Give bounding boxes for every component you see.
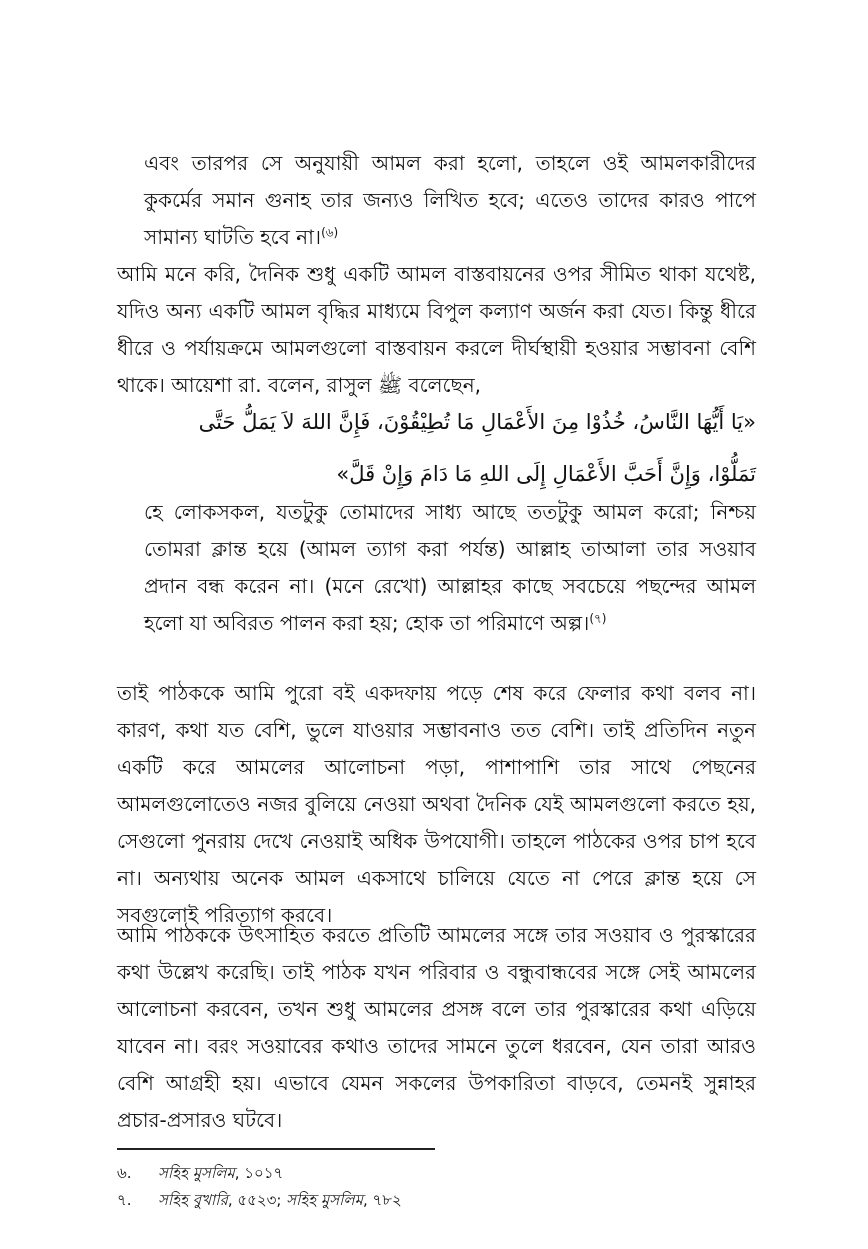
quote-1-text: এবং তারপর সে অনুযায়ী আমল করা হলো, তাহলে ওই আমলকারীদের কুকর্মের সমান গুনাহ তার জন্যও লিখিত হবে; এতেও তাদের কারও পাপে সামান্য ঘাটতি হবে না। <box>144 151 756 249</box>
body-paragraph-1: আমি মনে করি, দৈনিক শুধু একটি আমল বাস্তবায়নের ওপর সীমিত থাকা যথেষ্ট, যদিও অন্য একটি আমল বৃদ্ধির মাধ্যমে বিপুল কল্যাণ অর্জন করা যেত। কিন্তু ধীরে ধীরে ও পর্যায়ক্রমে আমলগুলো বাস্তবায়ন করলে দীর্ঘস্থায়ী হওয়ার সম্ভাবনা বেশি থাকে। আয়েশা রা. বলেন, রাসুল ﷺ বলেছেন, <box>117 262 756 397</box>
footnote-reference: , ৫৫২৩; <box>227 1191 287 1209</box>
footnote-divider <box>117 1148 435 1150</box>
quote-2-text: হে লোকসকল, যতটুকু তোমাদের সাধ্য আছে ততটুকু আমল করো; নিশ্চয় তোমরা ক্লান্ত হয়ে (আমল ত্যাগ করা পর্যন্ত) আল্লাহ তাআলা তার সওয়াব প্রদান বন্ধ করেন না। (মনে রেখো) আল্লাহর কাছে সবচেয়ে পছন্দের আমল হলো যা অবিরত পালন করা হয়; হোক তা পরিমাণে অল্প। <box>144 500 756 635</box>
footnote-reference: , ১০১৭ <box>234 1164 284 1182</box>
footnote-number: ৬. <box>117 1164 132 1182</box>
body-paragraph-3: আমি পাঠককে উৎসাহিত করতে প্রতিটি আমলের সঙ্গে তার সওয়াব ও পুরস্কারের কথা উল্লেখ করেছি। তাই পাঠক যখন পরিবার ও বন্ধুবান্ধবের সঙ্গে সেই আমলের আলোচনা করবেন, তখন শুধু আমলের প্রসঙ্গ বলে তার পুরস্কারের কথা এড়িয়ে যাবেন না। বরং সওয়াবের কথাও তাদের সামনে তুলে ধরবেন, যেন তারা আরও বেশি আগ্রহী হয়। এভাবে যেমন সকলের উপকারিতা বাড়বে, তেমনই সুন্নাহর প্রচার-প্রসারও ঘটবে। <box>117 923 756 1132</box>
footnote-source: সহিহ বুখারি <box>158 1191 228 1209</box>
footnote-7 <box>117 1190 756 1210</box>
footnote-ref-7: (৭) <box>589 611 607 626</box>
body-paragraph-2: তাই পাঠককে আমি পুরো বই একদফায় পড়ে শেষ করে ফেলার কথা বলব না। কারণ, কথা যত বেশি, ভুলে যাওয়ার সম্ভাবনাও তত বেশি। তাই প্রতিদিন নতুন একটি করে আমলের আলোচনা পড়া, পাশাপাশি তার সাথে পেছনের আমলগুলোতেও নজর বুলিয়ে নেওয়া অথবা দৈনিক যেই আমলগুলো করতে হয়, সেগুলো পুনরায় দেখে নেওয়াই অধিক উপযোগী। তাহলে পাঠকের ওপর চাপ হবে না। অন্যথায় অনেক আমল একসাথে চালিয়ে যেতে না পেরে ক্লান্ত হয়ে সে সবগুলোই পরিত্যাগ করবে। <box>117 681 756 927</box>
footnote-6 <box>117 1163 756 1183</box>
hadith-arabic-text: «يَا أَيُّهَا النَّاسُ، خُذُوْا مِنَ الأَعْمَالِ مَا تُطِيْقُوْنَ، فَإِنَّ اللهَ لاَ يَمَلُّ حَتَّى تَمَلُّوْا، وَإِنَّ أَحَبَّ الأَعْمَالِ إِلَى اللهِ مَا دَامَ وَإِنْ قَلَّ» <box>198 410 756 486</box>
footnote-source: সহিহ মুসলিম <box>158 1164 235 1182</box>
footnote-reference-2: , ৭৮২ <box>362 1191 402 1209</box>
footnote-ref-6: (৬) <box>321 225 339 240</box>
quote-paragraph-2 <box>144 494 756 642</box>
footnote-source-2: সহিহ মুসলিম <box>286 1191 363 1209</box>
quote-paragraph-1 <box>144 145 756 256</box>
footnote-number: ৭. <box>117 1191 132 1209</box>
